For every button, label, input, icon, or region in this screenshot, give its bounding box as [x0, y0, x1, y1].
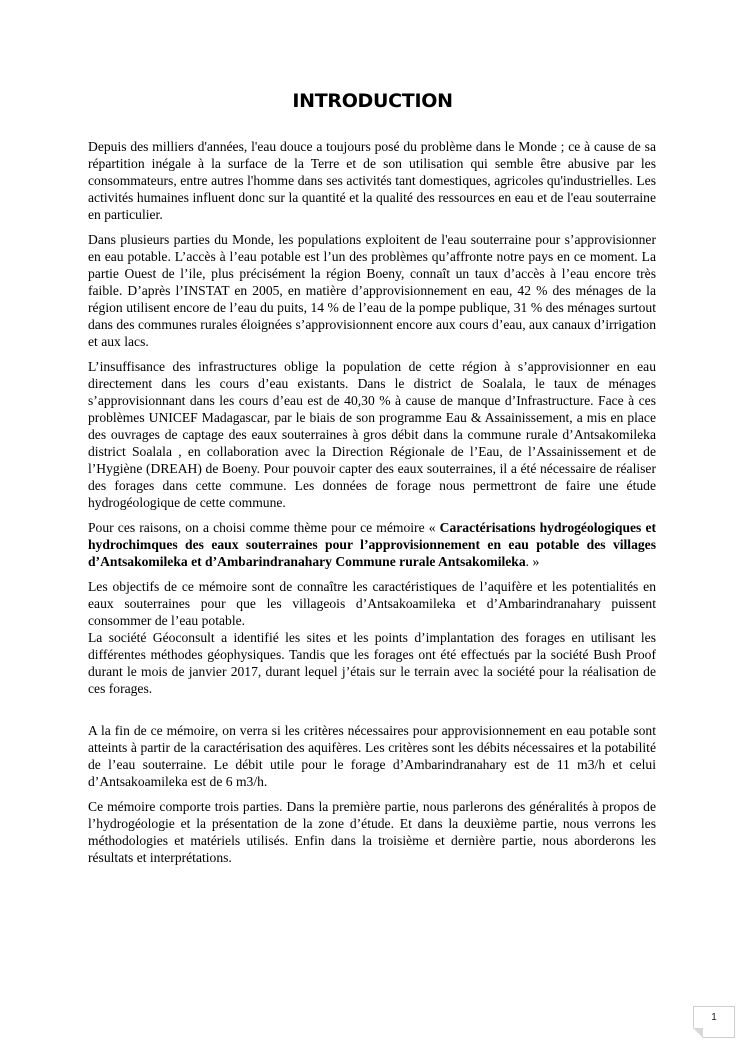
paragraph-8: Ce mémoire comporte trois parties. Dans la première partie, nous parlerons des généralités à propos de l’hydrogéologie et la présentation de la zone d’étude. Et dans la deuxième partie, nous verrons les méthodologies et matériels utilisés. Enfin dans la troisième et dernière partie, nous aborderons les résultats et interprétations. — [88, 799, 656, 865]
theme-intro: Pour ces raisons, on a choisi comme thème pour ce mémoire « — [88, 520, 440, 535]
body-text — [88, 138, 656, 874]
paragraph-2: Dans plusieurs parties du Monde, les populations exploitent de l'eau souterraine pour s’approvisionner en eau potable. L’accès à l’eau potable est l’un des problèmes qu’affronte notre pays en ce moment. La partie Ouest de l’ile, plus précisément la région Boeny, connaît un taux d’accès à l’eau encore très faible. D’après l’INSTAT en 2005, en matière d’approvisionnement en eau, 42 % des ménages de la région utilisent encore de l’eau du puits, 14 % de l’eau de la pompe publique, 31 % des ménages surtout dans des communes rurales éloignées s’approvisionnent encore aux cours d’eau, aux canaux d’irrigation et aux lacs. — [88, 232, 656, 349]
paragraph-5: Les objectifs de ce mémoire sont de connaître les caractéristiques de l’aquifère et les potentialités en eaux souterraines pour que les villageois d’Antsakoamileka et d’Ambarindranahary puissent consommer de l’eau potable. — [88, 579, 656, 628]
paragraph-4 — [88, 519, 656, 570]
paragraph-3: L’insuffisance des infrastructures oblige la population de cette région à s’approvisionner en eau directement dans les cours d’eau existants. Dans le district de Soalala, le taux de ménages s’approvisionnant dans les cours d’eau est de 40,30 % à cause de manque d’Infrastructure. Face à ces problèmes UNICEF Madagascar, par le biais de son programme Eau & Assainissement, a mis en place des ouvrages de captage des eaux souterraines à gros débit dans la commune rurale d’Antsakomileka district Soalala , en collaboration avec la Direction Régionale de l’Eau, de l’Assainissement et de l’Hygiène (DREAH) de Boeny. Pour pouvoir capter des eaux souterraines, il a été nécessaire de réaliser des forages dans cette commune. Les données de forage nous permettront de faire une étude hydrogéologique de cette commune. — [88, 359, 656, 510]
paragraph-1: Depuis des milliers d'années, l'eau douce a toujours posé du problème dans le Monde ; ce à cause de sa répartition inégale à la surface de la Terre et de son utilisation qui semble être abusive par les consommateurs, entre autres l'homme dans ses activités tant domestiques, agricoles qu'industrielles. Les activités humaines influent donc sur la quantité et la qualité des ressources en eau et de l'eau souterraine en particulier. — [88, 139, 656, 222]
theme-title: Caractérisations hydrogéologiques et hydrochimques des eaux souterraines pour l’approvisionnement en eau potable des villages d’Antsakomileka et d’Ambarindranahary Commune rurale Antsakomileka — [88, 520, 657, 569]
theme-end: . » — [525, 554, 540, 569]
page-number: 1 — [693, 1006, 735, 1038]
paragraph-7: A la fin de ce mémoire, on verra si les critères nécessaires pour approvisionnement en eau potable sont atteints à partir de la caractérisation des aquifères. Les critères sont les débits nécessaires et la potabilité de l’eau souterraine. Le débit utile pour le forage d’Ambarindranahary est de 11 m3/h et celui d’Antsakoamileka est de 6 m3/h. — [88, 723, 656, 789]
paragraph-6: La société Géoconsult a identifié les sites et les points d’implantation des forages en utilisant les différentes méthodes géophysiques. Tandis que les forages ont été effectués par la société Bush Proof durant le mois de janvier 2017, durant lequel j’étais sur le terrain avec la société pour la réalisation de ces forages. — [88, 630, 656, 696]
page-title: INTRODUCTION — [292, 90, 453, 112]
